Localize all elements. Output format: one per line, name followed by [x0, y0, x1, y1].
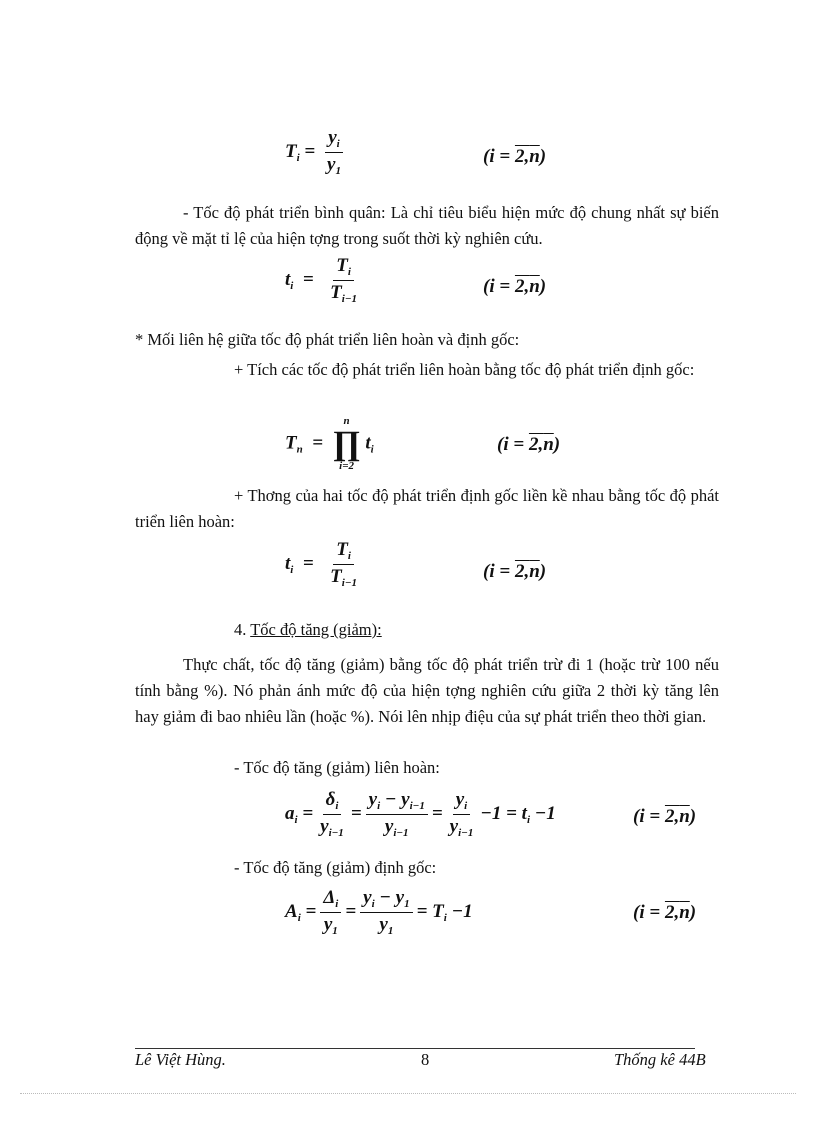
subscript: i	[370, 443, 374, 456]
subscript: i	[290, 563, 294, 576]
relation-product: + Tích các tốc độ phát triển liên hoàn bằng tốc độ phát triển định gốc:	[234, 360, 695, 379]
subscript: i	[290, 279, 294, 292]
condition-label: (i = 2,n)	[483, 561, 547, 582]
footer-author: Lê Việt Hùng.	[135, 1050, 226, 1069]
paragraph-growth-rate: Thực chất, tốc độ tăng (giảm) bằng tốc độ phát triển trừ đi 1 (hoặc trừ 100 nếu tính bằng %). Nó phản ánh mức độ của hiện tợng nghiên cứu giữa 2 thời kỳ tăng lên hay giảm đi bao nhiêu lần (hoặc %). Nói lên nhịp điệu của sự phát triển theo thời gian.	[135, 655, 719, 726]
formula-fixed-increase: $A_i$ = $\frac{\Delta_i}{y_1}$ = $\frac{y_i - y_1}{y_1}$ = $T_i -1$	[285, 887, 473, 938]
product-term: t	[365, 432, 371, 454]
numerator: y	[328, 127, 337, 148]
denominator: T	[330, 566, 342, 588]
formula-lhs: T	[285, 432, 297, 454]
subscript: n	[296, 443, 303, 456]
condition-label: (i = 2,n)	[483, 276, 547, 297]
section-number: 4.	[234, 620, 247, 639]
relation-quotient: + Thơng của hai tốc độ phát triển định gốc liền kề nhau bằng tốc độ phát triển liên hoàn:	[135, 486, 719, 531]
item-fixed-base-rate: - Tốc độ tăng (giảm) định gốc:	[234, 858, 437, 877]
denominator: T	[330, 282, 342, 304]
fraction	[327, 256, 360, 305]
formula-chain-increase: $a_i$ = $\frac{\delta_i}{y_{i-1}}$ = $\frac{y_i - y_{i-1}}{y_{i-1}}$ = $\frac{y_i}{y_{i-1}}$ $-1 = t_i -1$	[285, 789, 556, 840]
condition-label: (i = 2,n)	[633, 902, 697, 923]
item-chain-rate: - Tốc độ tăng (giảm) liên hoàn:	[234, 758, 440, 777]
fraction	[324, 128, 344, 177]
numerator: T	[336, 539, 348, 560]
numerator: T	[336, 255, 348, 276]
footer-page-number: 8	[421, 1050, 430, 1069]
paragraph-average-growth: - Tốc độ phát triển bình quân: Là chỉ tiêu biểu hiện mức độ chung nhất sự biến động về mặt tỉ lệ của hiện tợng trong suốt thời kỳ nghiên cứu.	[135, 203, 719, 248]
formula-product	[285, 416, 505, 476]
condition-label: (i = 2,n)	[483, 146, 547, 167]
product-symbol: ∏	[332, 425, 361, 462]
section-heading	[234, 620, 382, 640]
denominator: y	[327, 154, 336, 176]
product-operator	[333, 416, 361, 472]
product-lower-limit: i=2	[339, 460, 354, 472]
condition-label: (i = 2,n)	[497, 434, 561, 455]
subscript: i	[296, 151, 300, 164]
equals-sign: =	[307, 432, 328, 454]
formula-lhs: T	[285, 140, 297, 162]
page-edge-dots	[20, 1093, 796, 1094]
subscript: i−1	[341, 577, 358, 590]
product-upper-limit: n	[343, 415, 350, 427]
subscript: i−1	[341, 293, 358, 306]
condition-label: (i = 2,n)	[633, 806, 697, 827]
formula-lhs: t	[285, 552, 291, 574]
subscript: i	[336, 138, 340, 150]
equals-sign: =	[298, 552, 319, 574]
subscript: i	[347, 266, 351, 278]
footer-class: Thống kê 44B	[614, 1050, 706, 1069]
equals-sign: =	[298, 268, 319, 290]
equals-sign: =	[304, 140, 316, 162]
footer-rule	[135, 1048, 695, 1049]
formula-lhs: t	[285, 268, 291, 290]
relation-heading: * Mối liên hệ giữa tốc độ phát triển liên hoàn và định gốc:	[135, 330, 520, 349]
section-title: Tốc độ tăng (giảm):	[250, 620, 382, 639]
subscript: i	[347, 550, 351, 562]
fraction	[327, 540, 360, 589]
subscript: 1	[335, 165, 341, 178]
